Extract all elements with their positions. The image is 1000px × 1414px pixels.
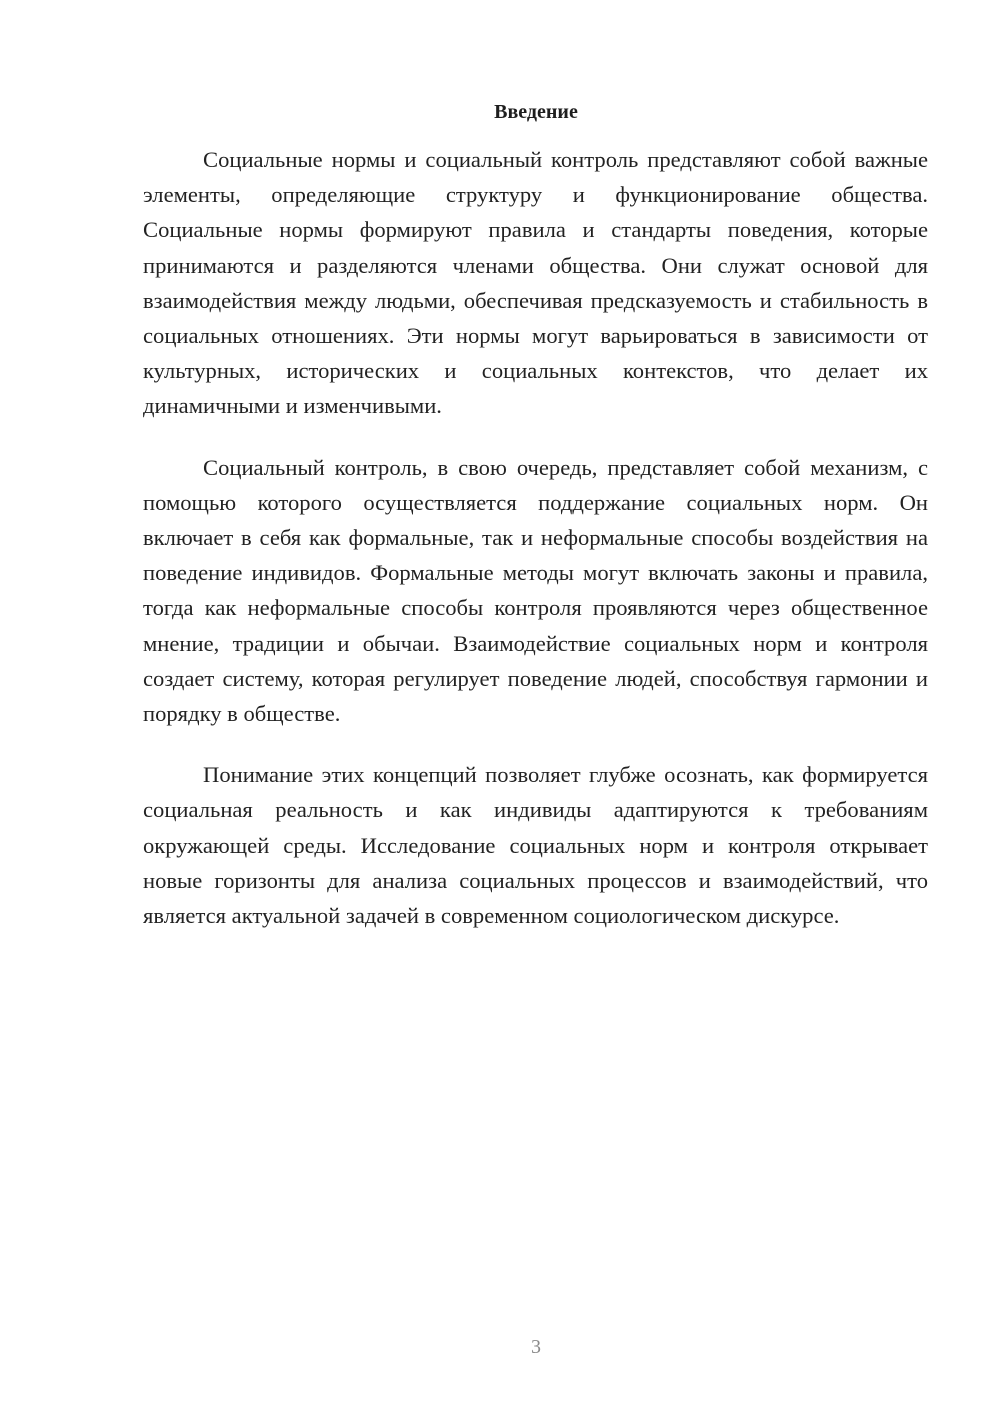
body-text [143, 142, 928, 933]
page-title: Введение [494, 101, 578, 123]
page-number: 3 [531, 1336, 541, 1358]
paragraph-3: Понимание этих концепций позволяет глубже осознать, как формируется социальная реальность и как индивиды адаптируются к требованиям окружающей среды. Исследование социальных норм и контроля открывает новые горизонты для анализа социальных процессов и взаимодействий, что является актуальной задачей в современном социологическом дискурсе. [143, 762, 928, 929]
paragraph-2: Социальный контроль, в свою очередь, представляет собой механизм, с помощью которого осуществляется поддержание социальных норм. Он включает в себя как формальные, так и неформальные способы воздействия на поведение индивидов. Формальные методы могут включать законы и правила, тогда как неформальные способы контроля проявляются через общественное мнение, традиции и обычаи. Взаимодействие социальных норм и контроля создает систему, которая регулирует поведение людей, способствуя гармонии и порядку в обществе. [143, 454, 928, 727]
paragraph-1: Социальные нормы и социальный контроль представляют собой важные элементы, определяющие структуру и функционирование общества. Социальные нормы формируют правила и стандарты поведения, которые принимаются и разделяются членами общества. Они служат основой для взаимодействия между людьми, обеспечивая предсказуемость и стабильность в социальных отношениях. Эти нормы могут варьироваться в зависимости от культурных, исторических и социальных контекстов, что делает их динамичными и изменчивыми. [143, 147, 928, 419]
